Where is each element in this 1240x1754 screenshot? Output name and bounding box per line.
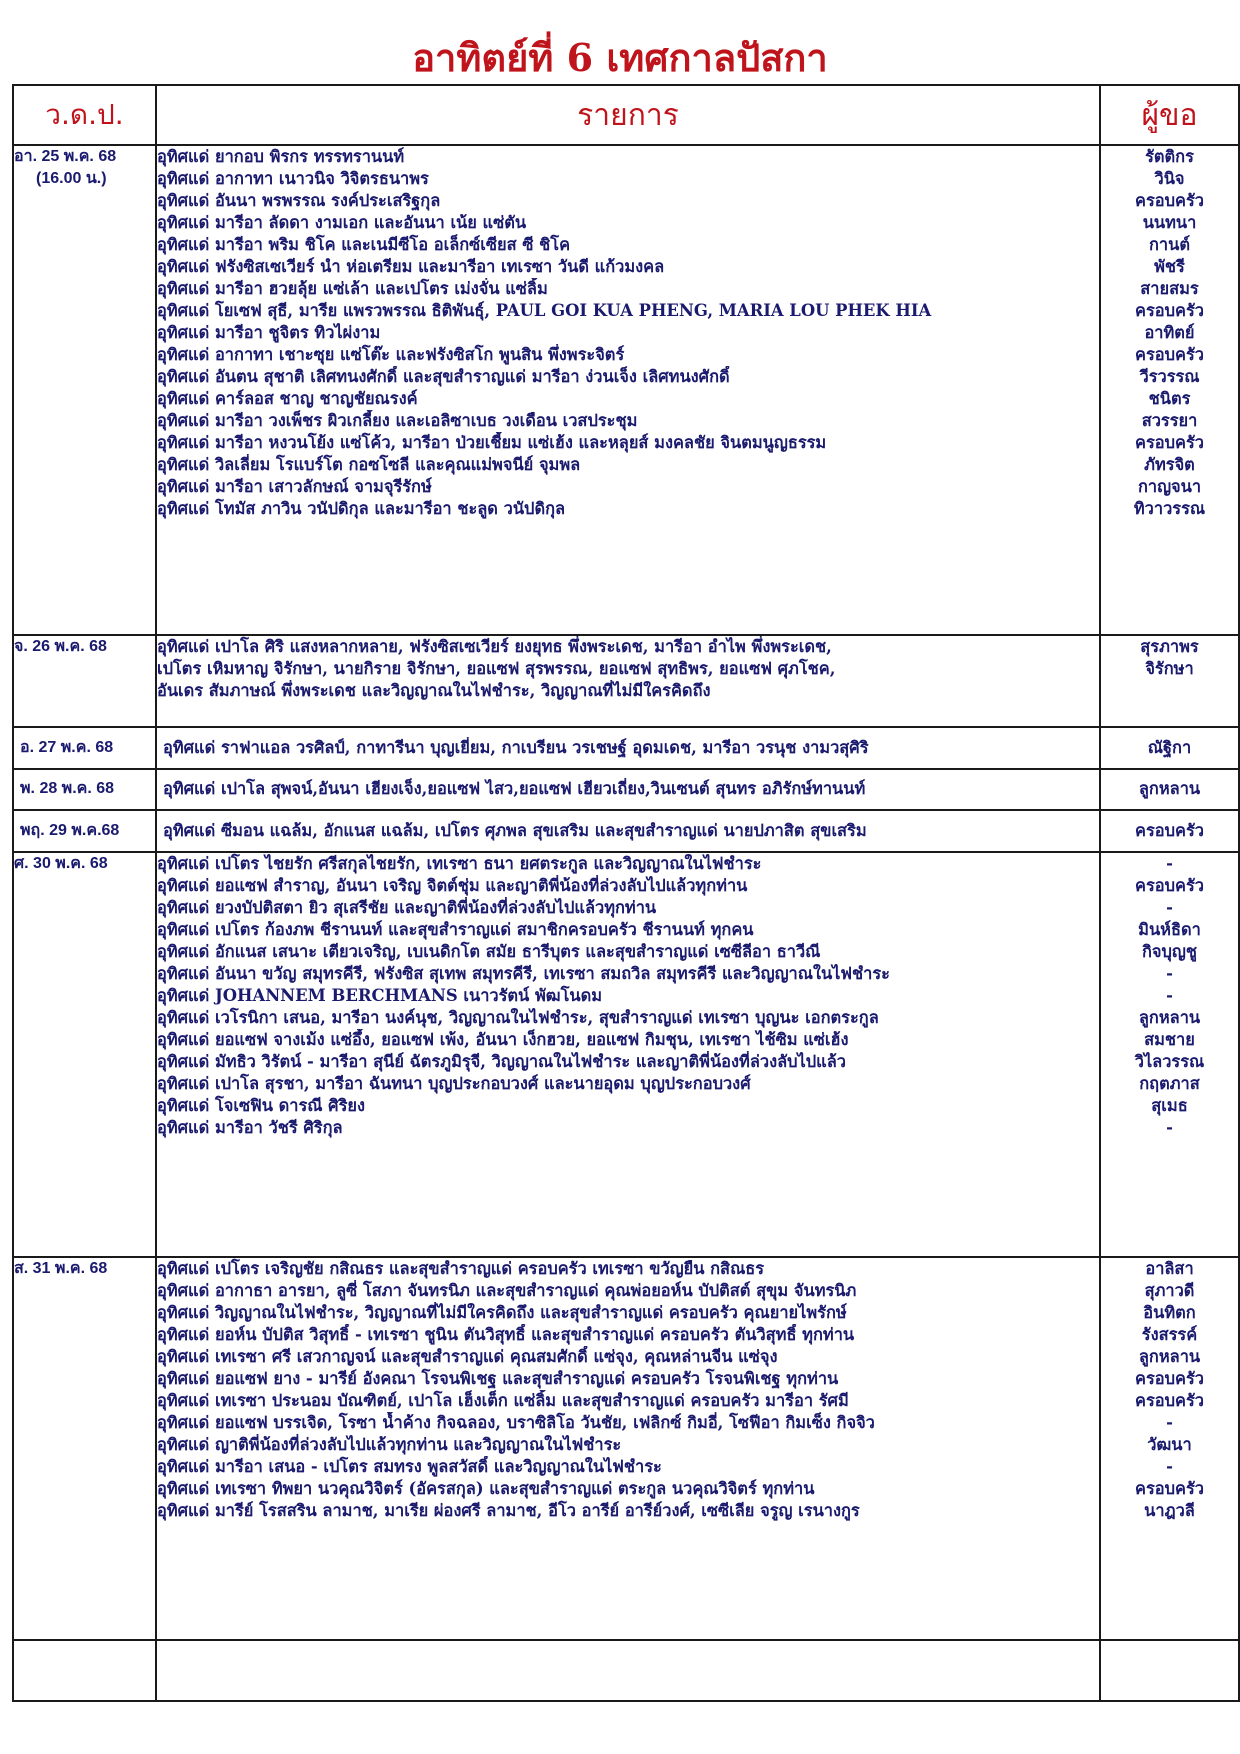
intention-line: อุทิศแด่ เวโรนิกา เสนอ, มารีอา นงค์นุช, วิญญาณในไฟชำระ, สุขสำราญแด่ เทเรซา บุญนะ เอกตระกูล (157, 1007, 879, 1027)
header-row (13, 85, 1239, 145)
intention-line: อุทิศแด่ มารีอา พริม ชิโค และเนมีซีโอ อเล็กซ์เซียส ซี ชิโค (157, 235, 571, 254)
requester-cell (1100, 1257, 1239, 1640)
requester-name: สวรรยา (1141, 411, 1198, 430)
requester-name: อาทิตย์ (1144, 323, 1195, 342)
date-text: จ. 26 พ.ค. 68 (14, 638, 107, 656)
intention-line: อุทิศแด่ อักแนส เสนาะ เตียวเจริญ, เบเนดิกโต สมัย ธารีบุตร และสุขสำราญแด่ เซซีลีอา ธาวีณี (157, 941, 821, 961)
empty-cell (13, 1640, 156, 1701)
requester-name: ครอบครัว (1135, 1390, 1204, 1410)
intention-line: อุทิศแด่ ญาติพี่น้องที่ล่วงลับไปแล้วทุกท่าน และวิญญาณในไฟชำระ (157, 1434, 622, 1454)
intention-line: อุทิศแด่ มารีอา เสาวลักษณ์ จามจุรีรักษ์ (157, 477, 432, 496)
requester-name: รังสรรค์ (1141, 1324, 1198, 1344)
intention-line: อุทิศแด่ คาร์ลอส ชาญ ชาญชัยณรงค์ (157, 389, 418, 408)
intention-line: อุทิศแด่ มารีอา เสนอ - เปโตร สมทรง พูลสวัสดิ์ และวิญญาณในไฟชำระ (157, 1456, 662, 1476)
empty-row (13, 1640, 1239, 1701)
date-text: อา. 25 พ.ค. 68 (14, 148, 117, 165)
intention-line: อุทิศแด่ ยอแซฟ บรรเจิด, โรซา น้ำค้าง กิจฉลอง, บราซิลิโอ วันชัย, เฟลิกซ์ กิมอี่, โซฟีอา กิมเซ็ง กิจจิว (157, 1412, 875, 1432)
requester-name: รัตติกร (1145, 147, 1194, 166)
table-row (13, 635, 1239, 727)
header-date: ว.ด.ป. (13, 85, 156, 145)
intention-line: อุทิศแด่ มารีอา ชูจิตร ทิวไผ่งาม (157, 323, 381, 342)
items-cell (156, 810, 1100, 852)
intention-line: อุทิศแด่ อากาทา เนาวนิจ วิจิตรธนาพร (157, 169, 429, 188)
date-cell (13, 727, 156, 769)
items-cell (156, 727, 1100, 769)
requester-name: ลูกหลาน (1138, 779, 1201, 799)
intention-line: อุทิศแด่ เทเรซา ศรี เสวกาญจน์ และสุขสำราญแด่ คุณสมศักดิ์ แซ่จุง, คุณหล่านจีน แซ่จุง (157, 1346, 778, 1366)
intention-line: อุทิศแด่ ยอแซฟ จางเม้ง แซ่อึ้ง, ยอแซฟ เพ้ง, อันนา เง็กฮวย, ยอแซฟ กิมชุน, เทเรซา ไช้ซิม แซ่เฮ้ง (157, 1029, 849, 1049)
intention-line: อันเดร สัมภาษณ์ พึ่งพระเดช และวิญญาณในไฟชำระ, วิญญาณที่ไม่มีใครคิดถึง (157, 681, 711, 701)
requester-name: - (1166, 1412, 1173, 1432)
intention-line: อุทิศแด่ มารีอา วัชรี ศิริกุล (157, 1117, 343, 1137)
header-items: รายการ (156, 85, 1100, 145)
requester-name: มินห์ธิดา (1138, 919, 1201, 939)
intention-line: อุทิศแด่ มารีอา ฮวยลุ้ย แซ่เล้า และเปโตร เม่งจั่น แซ่ลิ้ม (157, 279, 548, 298)
header-requester: ผู้ขอ (1100, 85, 1239, 145)
requester-name: วินิจ (1154, 169, 1185, 188)
intention-line: อุทิศแด่ ยอแซฟ สำราญ, อันนา เจริญ จิตต์ชุ่ม และญาติพี่น้องที่ล่วงลับไปแล้วทุกท่าน (157, 875, 748, 895)
requester-name: สุภาวดี (1144, 1280, 1195, 1300)
intention-line: อุทิศแด่ เทเรซา ประนอม บัณฑิตย์, เปาโล เฮ็งเต็ก แซ่ลิ้ม และสุขสำราญแด่ ครอบครัว มารีอา รัศมี (157, 1390, 849, 1410)
requester-name: อินทิตก (1143, 1302, 1196, 1322)
requester-cell (1100, 810, 1239, 852)
page-title: อาทิตย์ที่ 6 เทศกาลปัสกา (412, 35, 828, 80)
date-text: อ. 27 พ.ค. 68 (20, 738, 114, 756)
requester-name: นาฎวลี (1144, 1500, 1195, 1520)
requester-name: วีรวรรณ (1139, 367, 1200, 386)
intention-line: อุทิศแด่ ยอแซฟ ยาง - มารีย์ อังคณา โรจนพิเชฐ และสุขสำราญแด่ ครอบครัว โรจนพิเชฐ ทุกท่าน (157, 1368, 839, 1388)
requester-name: สุเมธ (1151, 1095, 1188, 1115)
intention-line: อุทิศแด่ JOHANNEM BERCHMANS เนาวรัตน์ พัฒโนดม (157, 985, 603, 1005)
intention-line: อุทิศแด่ เทเรซา ทิพยา นวคุณวิจิตร์ (อัครสกุล) และสุขสำราญแด่ ตระกูล นวคุณวิจิตร์ ทุกท่าน (157, 1478, 815, 1498)
intention-line: อุทิศแด่ ฟรังซิสเซเวียร์ นำ ห่อเตรียม และมารีอา เทเรซา วันดี แก้วมงคล (157, 257, 665, 276)
requester-name: - (1166, 985, 1173, 1005)
table-row (13, 810, 1239, 852)
date-text: พ. 28 พ.ค. 68 (20, 780, 115, 798)
requester-name: ลูกหลาน (1138, 1007, 1201, 1027)
intention-line: อุทิศแด่ เปโตร ไชยรัก ศรีสกุลไชยรัก, เทเรซา ธนา ยศตระกูล และวิญญาณในไฟชำระ (157, 853, 762, 873)
requester-name: กานต์ (1149, 235, 1190, 254)
requester-name: - (1166, 963, 1173, 983)
intention-line: อุทิศแด่ ยวงบัปติสตา ยิว สุเสรีชัย และญาติพี่น้องที่ล่วงลับไปแล้วทุกท่าน (157, 897, 657, 917)
intention-line: อุทิศแด่ วิลเลี่ยม โรแบร์โต กอซโซลี และคุณแม่พจนีย์ จุมพล (157, 455, 581, 474)
date-text: พฤ. 29 พ.ค.68 (20, 822, 120, 840)
requester-name: ครอบครัว (1135, 345, 1204, 364)
intention-table (12, 84, 1240, 1702)
requester-name: สายสมร (1140, 279, 1199, 298)
intention-line: อุทิศแด่ เปโตร ก้องภพ ชีรานนท์ และสุขสำราญแด่ สมาชิกครอบครัว ชีรานนท์ ทุกคน (157, 919, 754, 939)
requester-cell (1100, 769, 1239, 811)
items-cell (156, 1257, 1100, 1640)
intention-line: อุทิศแด่ อันนา ขวัญ สมุทรคีรี, ฟรังซิส สุเทพ สมุทรคีรี, เทเรซา สมถวิล สมุทรคีรี และวิญญาณในไฟชำระ (157, 963, 890, 983)
requester-name: อาลิสา (1145, 1258, 1194, 1278)
intention-line: อุทิศแด่ ราฟาแอล วรศิลป์, กาทารีนา บุญเยี่ยม, กาเบรียน วรเชษฐ์ อุดมเดช, มารีอา วรนุช งามวสุศิริ (163, 737, 869, 757)
requester-name: - (1166, 897, 1173, 917)
requester-name: ณัฐิกา (1147, 737, 1192, 757)
empty-cell (156, 1640, 1100, 1701)
requester-name: ชนิตร (1148, 389, 1191, 408)
requester-cell (1100, 727, 1239, 769)
requester-name: นนทนา (1142, 213, 1197, 232)
intention-line: อุทิศแด่ มารีอา วงเพ็ชร ผิวเกลี้ยง และเอลิซาเบธ วงเดือน เวสประชุม (157, 411, 638, 430)
requester-name: ครอบครัว (1135, 433, 1204, 452)
table-row (13, 1257, 1239, 1640)
date-cell (13, 769, 156, 811)
requester-name: จิรักษา (1145, 659, 1194, 679)
intention-line: อุทิศแด่ มารีอา ลัดดา งามเอก และอันนา เน้ย แซ่ตัน (157, 213, 527, 232)
intention-line: อุทิศแด่ โทมัส ภาวิน วนัปดิกุล และมารีอา ชะลูด วนัปดิกุล (157, 499, 566, 518)
time-text: (16.00 น.) (36, 170, 107, 187)
requester-cell (1100, 852, 1239, 1257)
requester-name: กาญจนา (1137, 477, 1202, 496)
requester-name: - (1166, 1117, 1173, 1137)
requester-name: ภัทรจิต (1144, 455, 1195, 474)
requester-name: ครอบครัว (1135, 301, 1204, 320)
requester-name: สุรภาพร (1140, 637, 1199, 657)
intention-line: อุทิศแด่ มารีย์ โรสสริน ลามาช, มาเรีย ผ่องศรี ลามาช, อีโว อารีย์ อารีย์วงศ์, เซซีเลีย จรูญ เรนางกูร (157, 1500, 860, 1520)
table-row (13, 769, 1239, 811)
date-cell (13, 852, 156, 1257)
requester-name: วิไลวรรณ (1134, 1051, 1205, 1071)
requester-name: ลูกหลาน (1138, 1346, 1201, 1366)
date-cell (13, 635, 156, 727)
date-cell (13, 810, 156, 852)
requester-cell (1100, 145, 1239, 635)
intention-line: อุทิศแด่ เปาโล สุพจน์,อันนา เฮียงเจ็ง,ยอแซฟ ไสว,ยอแซฟ เฮียวเถี่ยง,วินเซนต์ สุนทร อภิรักษ์ทานนท์ (163, 779, 866, 799)
intention-line: อุทิศแด่ ซีมอน แฉล้ม, อักแนส แฉล้ม, เปโตร ศุภพล สุขเสริม และสุขสำราญแด่ นายปภาสิต สุขเสริม (163, 821, 867, 841)
intention-line: เปโตร เหิมหาญ จิรักษา, นายกิราย จิรักษา, ยอแซฟ สุรพรรณ, ยอแซฟ สุทธิพร, ยอแซฟ ศุภโชค, (157, 659, 836, 679)
requester-name: - (1166, 1456, 1173, 1476)
items-cell (156, 852, 1100, 1257)
intention-line: อุทิศแด่ มารีอา หงวนโย้ง แซ่โค้ว, มารีอา ป่วยเชี้ยม แซ่เฮ้ง และหลุยส์ มงคลชัย จินตมนูญธรรม (157, 433, 827, 452)
intention-line: อุทิศแด่ เปาโล สุรชา, มารีอา ฉันทนา บุญประกอบวงศ์ และนายอุดม บุญประกอบวงศ์ (157, 1073, 751, 1093)
items-cell (156, 635, 1100, 727)
date-cell (13, 145, 156, 635)
requester-name: ครอบครัว (1135, 875, 1204, 895)
intention-line: อุทิศแด่ โยเซฟ สุธี, มารีย แพรวพรรณ ธิติพันธุ์, PAUL GOI KUA PHENG, MARIA LOU PHEK HIA (157, 301, 932, 320)
table-row (13, 145, 1239, 635)
requester-name: กฤตภาส (1139, 1073, 1200, 1093)
requester-name: ครอบครัว (1135, 821, 1204, 841)
requester-name: ทิวาวรรณ (1133, 499, 1206, 518)
requester-name: ครอบครัว (1135, 1368, 1204, 1388)
intention-line: อุทิศแด่ อันตน สุชาติ เลิศทนงศักดิ์ และสุขสำราญแด่ มารีอา ง่วนเจ็ง เลิศทนงศักดิ์ (157, 367, 730, 386)
empty-cell (1100, 1640, 1239, 1701)
requester-cell (1100, 635, 1239, 727)
intention-line: อุทิศแด่ อากาธา อารยา, ลูซี่ โสภา จันทรนิภ และสุขสำราญแด่ คุณพ่อยอห์น บัปติสต์ สุขุม จันทรนิภ (157, 1280, 857, 1300)
requester-name: กิจบุญชู (1141, 941, 1198, 961)
requester-name: ครอบครัว (1135, 191, 1204, 210)
date-text: ศ. 30 พ.ค. 68 (14, 854, 108, 872)
table-row (13, 852, 1239, 1257)
intention-line: อุทิศแด่ ยอห์น บัปติส วิสุทธิ์ - เทเรซา ชูนิน ตันวิสุทธิ์ และสุขสำราญแด่ ครอบครัว ตันวิสุทธิ์ ทุกท่าน (157, 1324, 855, 1344)
intention-line: อุทิศแด่ อันนา พรพรรณ รงค์ประเสริฐกุล (157, 191, 441, 210)
date-cell (13, 1257, 156, 1640)
intention-line: อุทิศแด่ เปโตร เจริญชัย กสิณธร และสุขสำราญแด่ ครอบครัว เทเรซา ขวัญยืน กสิณธร (157, 1258, 765, 1278)
items-cell (156, 769, 1100, 811)
requester-name: วัฒนา (1147, 1434, 1192, 1454)
intention-line: อุทิศแด่ อากาทา เชาะซุย แซ่โต๊ะ และฟรังซิสโก พูนสิน พึ่งพระจิตร์ (157, 345, 625, 364)
intention-line: อุทิศแด่ ยากอบ พิรกร ทรรทรานนท์ (157, 147, 405, 166)
items-cell (156, 145, 1100, 635)
requester-name: ครอบครัว (1135, 1478, 1204, 1498)
intention-line: อุทิศแด่ มัทธิว วิรัตน์ - มารีอา สุนีย์ ฉัตรภูมิรุจี, วิญญาณในไฟชำระ และญาติพี่น้องที่ล่วงลับไปแล้ว (157, 1051, 846, 1071)
intention-line: อุทิศแด่ เปาโล ศิริ แสงหลากหลาย, ฟรังซิสเซเวียร์ ยงยุทธ พึ่งพระเดช, มารีอา อำไพ พึ่งพระเดช, (157, 637, 832, 657)
requester-name: - (1166, 853, 1173, 873)
intention-line: อุทิศแด่ โจเซฟิน ดารณี ศิริยง (157, 1095, 365, 1115)
requester-name: สมชาย (1144, 1029, 1195, 1049)
table-row (13, 727, 1239, 769)
intention-line: อุทิศแด่ วิญญาณในไฟชำระ, วิญญาณที่ไม่มีใครคิดถึง และสุขสำราญแด่ ครอบครัว คุณยายไพรักษ์ (157, 1302, 847, 1322)
date-text: ส. 31 พ.ค. 68 (14, 1259, 108, 1277)
requester-name: พัชรี (1154, 257, 1185, 276)
